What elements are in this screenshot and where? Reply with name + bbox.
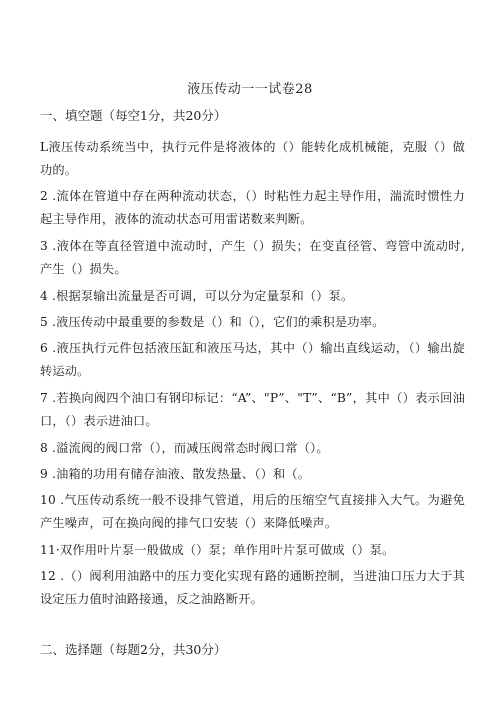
question-9: 9 .油箱的功用有储存油液、散发热量、（）和（。 xyxy=(40,467,311,481)
section-heading-choice: 二、选择题（每题2分，共30分） xyxy=(40,642,227,657)
question-2: 2 .流体在管道中存在两种流动状态，（）时粘性力起主导作用，湍流时惯性力起主导作用，液体的流动状态可用雷诺数来判断。 xyxy=(40,189,465,226)
question-1: L液压传动系统当中，执行元件是将液体的（）能转化成机械能，克服（）做功的。 xyxy=(40,140,465,177)
section-heading-fill-in: 一、填空题（每空1分，共20分） xyxy=(40,108,227,123)
question-4: 4 .根据泵输出流量是否可调，可以分为定量泵和（）泵。 xyxy=(40,289,354,303)
question-10: 10 .气压传动系统一般不设排气管道，用后的压缩空气直接排入大气。为避免产生噪声，可在换向阀的排气口安装（）来降低噪声。 xyxy=(40,493,465,530)
page-title: 液压传动一一试卷28 xyxy=(187,82,313,97)
question-3: 3 .液体在等直径管道中流动时，产生（）损失；在变直径管、弯管中流动时,产生（）损失。 xyxy=(40,239,465,276)
question-8: 8 .溢流阀的阀口常（），而减压阀常态时阀口常（）。 xyxy=(40,441,329,455)
question-6: 6 .液压执行元件包括液压缸和液压马达，其中（）输出直线运动，（）输出旋转运动。 xyxy=(40,341,465,378)
question-7: 7 .若换向阀四个油口有钢印标记：“A”、"P”、"T”、“B”，其中（）表示回油口，（）表示进油口。 xyxy=(40,391,465,428)
question-5: 5 .液压传动中最重要的参数是（）和（），它们的乘积是功率。 xyxy=(40,315,385,329)
question-12: 12 .（）阀利用油路中的压力变化实现有路的通断控制，当进油口压力大于其设定压力值时油路接通，反之油路断开。 xyxy=(40,569,465,606)
question-11: 11·双作用叶片泵一般做成（）泵；单作用叶片泵可做成（）泵。 xyxy=(40,543,395,557)
